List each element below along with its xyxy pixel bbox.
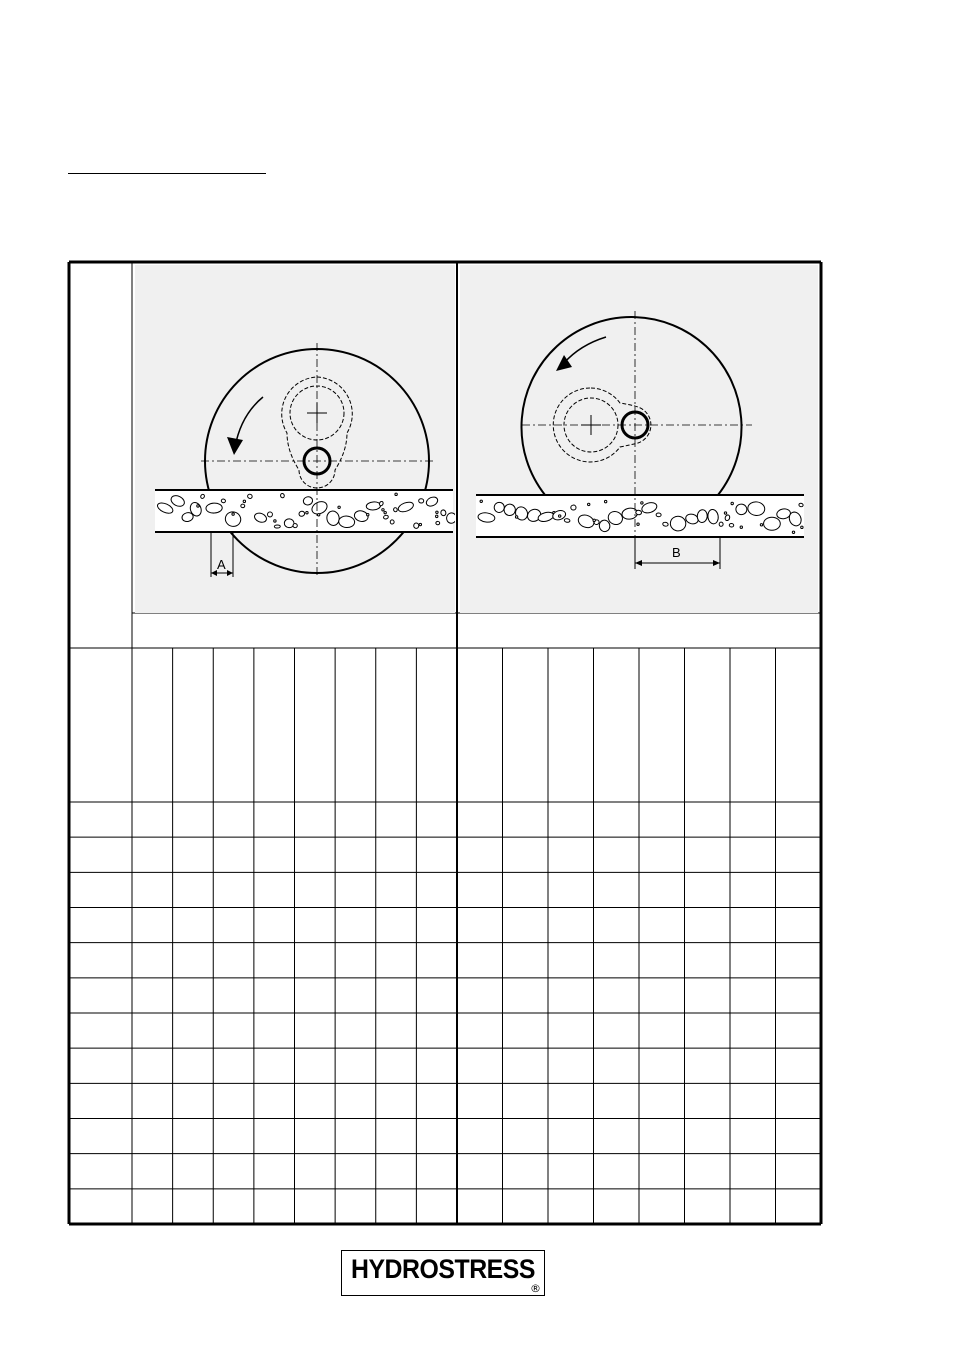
concrete-slab-right xyxy=(476,495,804,537)
aggregate-stone xyxy=(390,520,394,524)
aggregate-stone xyxy=(571,505,577,510)
aggregate-grain xyxy=(760,524,762,526)
aggregate-grain xyxy=(419,523,421,525)
aggregate-grain xyxy=(641,502,643,504)
aggregate-stone xyxy=(564,518,570,522)
aggregate-stone xyxy=(719,522,723,526)
aggregate-stone xyxy=(764,517,781,530)
aggregate-stone xyxy=(221,499,226,503)
aggregate-grain xyxy=(792,531,794,533)
aggregate-grain xyxy=(480,500,482,502)
aggregate-stone xyxy=(436,521,440,525)
aggregate-stone xyxy=(697,509,708,522)
figure-right-blade-diagram xyxy=(460,265,818,613)
aggregate-stone xyxy=(206,503,223,514)
aggregate-stone xyxy=(729,523,734,527)
aggregate-stone xyxy=(414,523,419,528)
aggregate-grain xyxy=(593,519,595,521)
aggregate-stone xyxy=(418,498,423,503)
figure-left-blade-diagram xyxy=(135,265,455,613)
aggregate-grain xyxy=(436,511,438,513)
aggregate-grain xyxy=(384,511,386,513)
aggregate-grain xyxy=(197,505,199,507)
aggregate-grain xyxy=(306,512,308,514)
aggregate-stone xyxy=(799,503,804,507)
aggregate-grain xyxy=(395,493,397,495)
aggregate-grain xyxy=(243,500,245,502)
aggregate-stone xyxy=(440,509,446,516)
concrete-slab-left xyxy=(155,490,455,532)
registered-mark: ® xyxy=(530,1282,541,1295)
aggregate-grain xyxy=(436,515,438,517)
aggregate-grain xyxy=(317,514,319,516)
aggregate-grain xyxy=(558,515,560,517)
aggregate-grain xyxy=(604,500,606,502)
aggregate-stone xyxy=(280,493,285,498)
aggregate-stone xyxy=(656,513,661,517)
dimension-label-a: A xyxy=(217,557,226,572)
aggregate-stone xyxy=(241,504,245,508)
aggregate-grain xyxy=(232,513,234,515)
hydrostress-logo xyxy=(341,1250,545,1296)
aggregate-stone xyxy=(293,523,298,528)
aggregate-grain xyxy=(801,526,803,528)
aggregate-grain xyxy=(588,503,590,505)
aggregate-grain xyxy=(724,512,726,514)
aggregate-grain xyxy=(731,502,733,504)
aggregate-stone xyxy=(393,507,397,512)
logo-wordmark: HYDROSTRESS xyxy=(350,1254,536,1284)
aggregate-grain xyxy=(740,526,742,528)
aggregate-grain xyxy=(338,506,340,508)
aggregate-grain xyxy=(367,514,369,516)
aggregate-grain xyxy=(637,523,639,525)
aggregate-grain xyxy=(382,509,384,511)
aggregate-grain xyxy=(515,516,517,518)
aggregate-stone xyxy=(636,510,642,515)
aggregate-stone xyxy=(274,525,280,528)
aggregate-grain xyxy=(274,520,276,522)
dimension-label-b: B xyxy=(672,545,681,560)
